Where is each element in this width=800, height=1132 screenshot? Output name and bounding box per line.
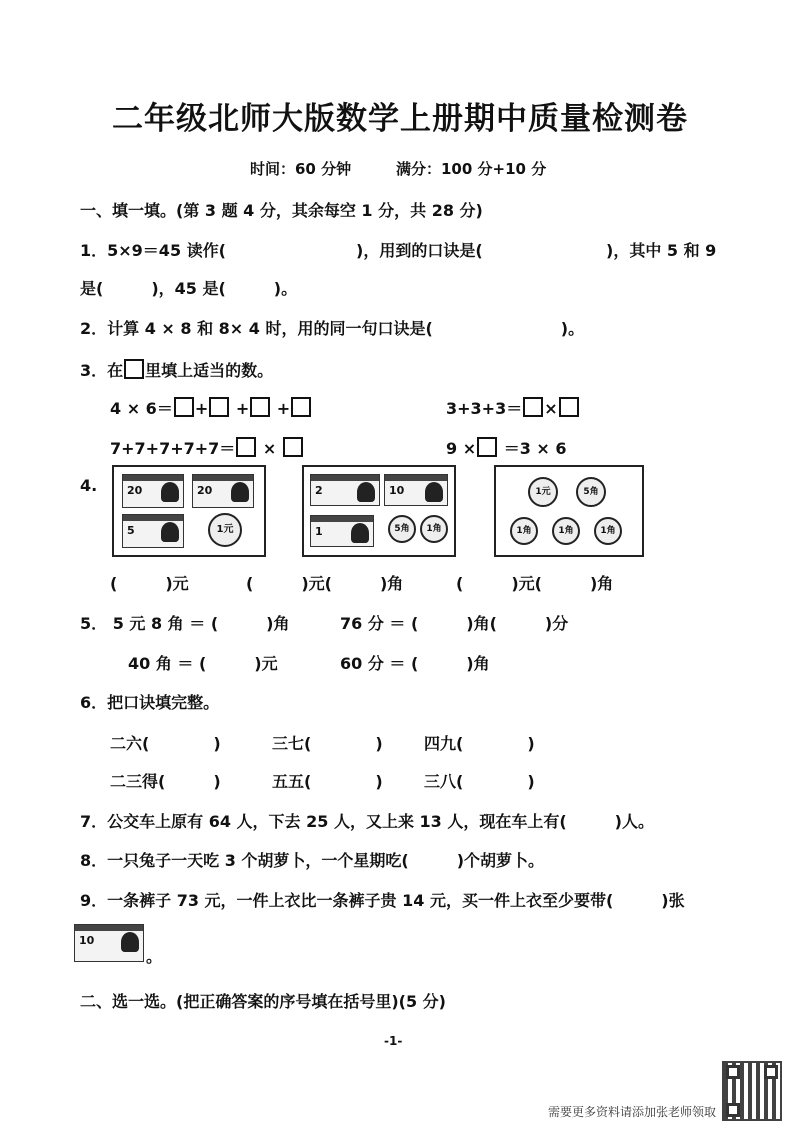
note-value: 1 <box>315 525 323 538</box>
banknote <box>310 474 380 506</box>
q6-item: 五五( ) <box>272 772 383 791</box>
q6-item: 四九( ) <box>424 734 535 753</box>
banknote <box>384 474 448 506</box>
q7-text: 7．公交车上原有 64 人，下去 25 人，又上来 13 人，现在车上有( )人。 <box>80 812 654 831</box>
q2-text: 2．计算 4 × 8 和 8× 4 时，用的同一句口诀是( )。 <box>80 319 585 338</box>
plus-sign: + <box>194 399 209 418</box>
note-value: 20 <box>197 484 213 497</box>
money-panel-3 <box>494 465 644 557</box>
q6-item: 二六( ) <box>110 734 221 753</box>
q6-intro: 6．把口诀填完整。 <box>80 693 220 712</box>
banknote <box>74 924 144 962</box>
q9-end: 。 <box>146 947 163 966</box>
eq-text: 3+3+3＝ <box>446 399 523 418</box>
q6-item: 二三得( ) <box>110 772 221 791</box>
answer-box[interactable] <box>291 397 311 417</box>
q3-eq1-left <box>110 396 312 419</box>
plus-sign: + <box>276 399 291 418</box>
eq-text: 4 × 6＝ <box>110 399 173 418</box>
page-number: -1- <box>384 1034 403 1048</box>
note-value: 2 <box>315 484 323 497</box>
note-value: 5 <box>127 524 135 537</box>
coin: 1角 <box>552 517 580 545</box>
q4-answer-2: ( )元( )角 <box>246 574 404 593</box>
coin: 5角 <box>576 477 606 507</box>
answer-box[interactable] <box>477 437 497 457</box>
q3-intro-a: 3．在 <box>80 361 124 380</box>
answer-box[interactable] <box>236 437 256 457</box>
answer-box[interactable] <box>250 397 270 417</box>
money-panel-2 <box>302 465 456 557</box>
q4-answer-3: ( )元( )角 <box>456 574 614 593</box>
section-2-heading: 二、选一选。(把正确答案的序号填在括号里)(5 分) <box>80 992 446 1011</box>
q1-part-b: )，用到的口诀是( <box>356 241 483 260</box>
q5-c: 40 角 ＝ ( )元 <box>128 654 278 673</box>
q3-eq1-right <box>446 396 580 419</box>
q3-intro-b: 里填上适当的数。 <box>145 361 274 380</box>
q1-part-c: )，其中 5 和 9 <box>606 241 717 260</box>
q3-eq2-left <box>110 436 304 459</box>
answer-box[interactable] <box>209 397 229 417</box>
q6-item: 三七( ) <box>272 734 383 753</box>
note-value: 10 <box>79 934 95 947</box>
page-title: 二年级北师大版数学上册期中质量检测卷 <box>112 101 688 137</box>
q3-intro <box>80 358 273 381</box>
eq-text: 9 × <box>446 439 477 458</box>
q5-d: 60 分 ＝ ( )角 <box>340 654 490 673</box>
times-sign: × <box>544 399 558 418</box>
q5-a: 5． 5 元 8 角 ＝ ( )角 <box>80 614 290 633</box>
banknote <box>310 515 374 547</box>
answer-box[interactable] <box>124 359 144 379</box>
q4-answer-1: ( )元 <box>110 574 189 593</box>
note-value: 10 <box>389 484 405 497</box>
answer-box[interactable] <box>559 397 579 417</box>
coin: 1角 <box>594 517 622 545</box>
coin: 1元 <box>208 513 242 547</box>
full-score: 满分：100 分+10 分 <box>396 160 547 178</box>
q1-line-2: 是( )，45 是( )。 <box>80 279 298 298</box>
q9-text: 9．一条裤子 73 元，一件上衣比一条裤子贵 14 元，买一件上衣至少要带( )张 <box>80 891 685 910</box>
q4-number: 4. <box>80 476 98 495</box>
banknote <box>122 514 184 548</box>
q5-b: 76 分 ＝ ( )角( )分 <box>340 614 569 633</box>
q8-text: 8．一只兔子一天吃 3 个胡萝卜，一个星期吃( )个胡萝卜。 <box>80 851 545 870</box>
coin: 5角 <box>388 515 416 543</box>
q6-item: 三八( ) <box>424 772 535 791</box>
section-1-heading: 一、填一填。(第 3 题 4 分，其余每空 1 分，共 28 分) <box>80 201 483 220</box>
coin: 1角 <box>510 517 538 545</box>
answer-box[interactable] <box>283 437 303 457</box>
coin: 1角 <box>420 515 448 543</box>
note-value: 20 <box>127 484 143 497</box>
time-limit: 时间：60 分钟 <box>250 160 352 178</box>
banknote <box>122 474 184 508</box>
answer-box[interactable] <box>523 397 543 417</box>
q3-eq2-right <box>446 436 567 459</box>
qr-code-icon[interactable] <box>722 1061 782 1121</box>
eq-text: ＝3 × 6 <box>503 439 567 458</box>
q1-part-a: 1．5×9＝45 读作( <box>80 241 226 260</box>
coin: 1元 <box>528 477 558 507</box>
footer-note: 需要更多资料请添加张老师领取 <box>548 1105 717 1119</box>
eq-text: 7+7+7+7+7＝ <box>110 439 236 458</box>
times-sign: × <box>262 439 277 458</box>
answer-box[interactable] <box>174 397 194 417</box>
money-panel-1 <box>112 465 266 557</box>
banknote <box>192 474 254 508</box>
plus-sign: + <box>235 399 250 418</box>
